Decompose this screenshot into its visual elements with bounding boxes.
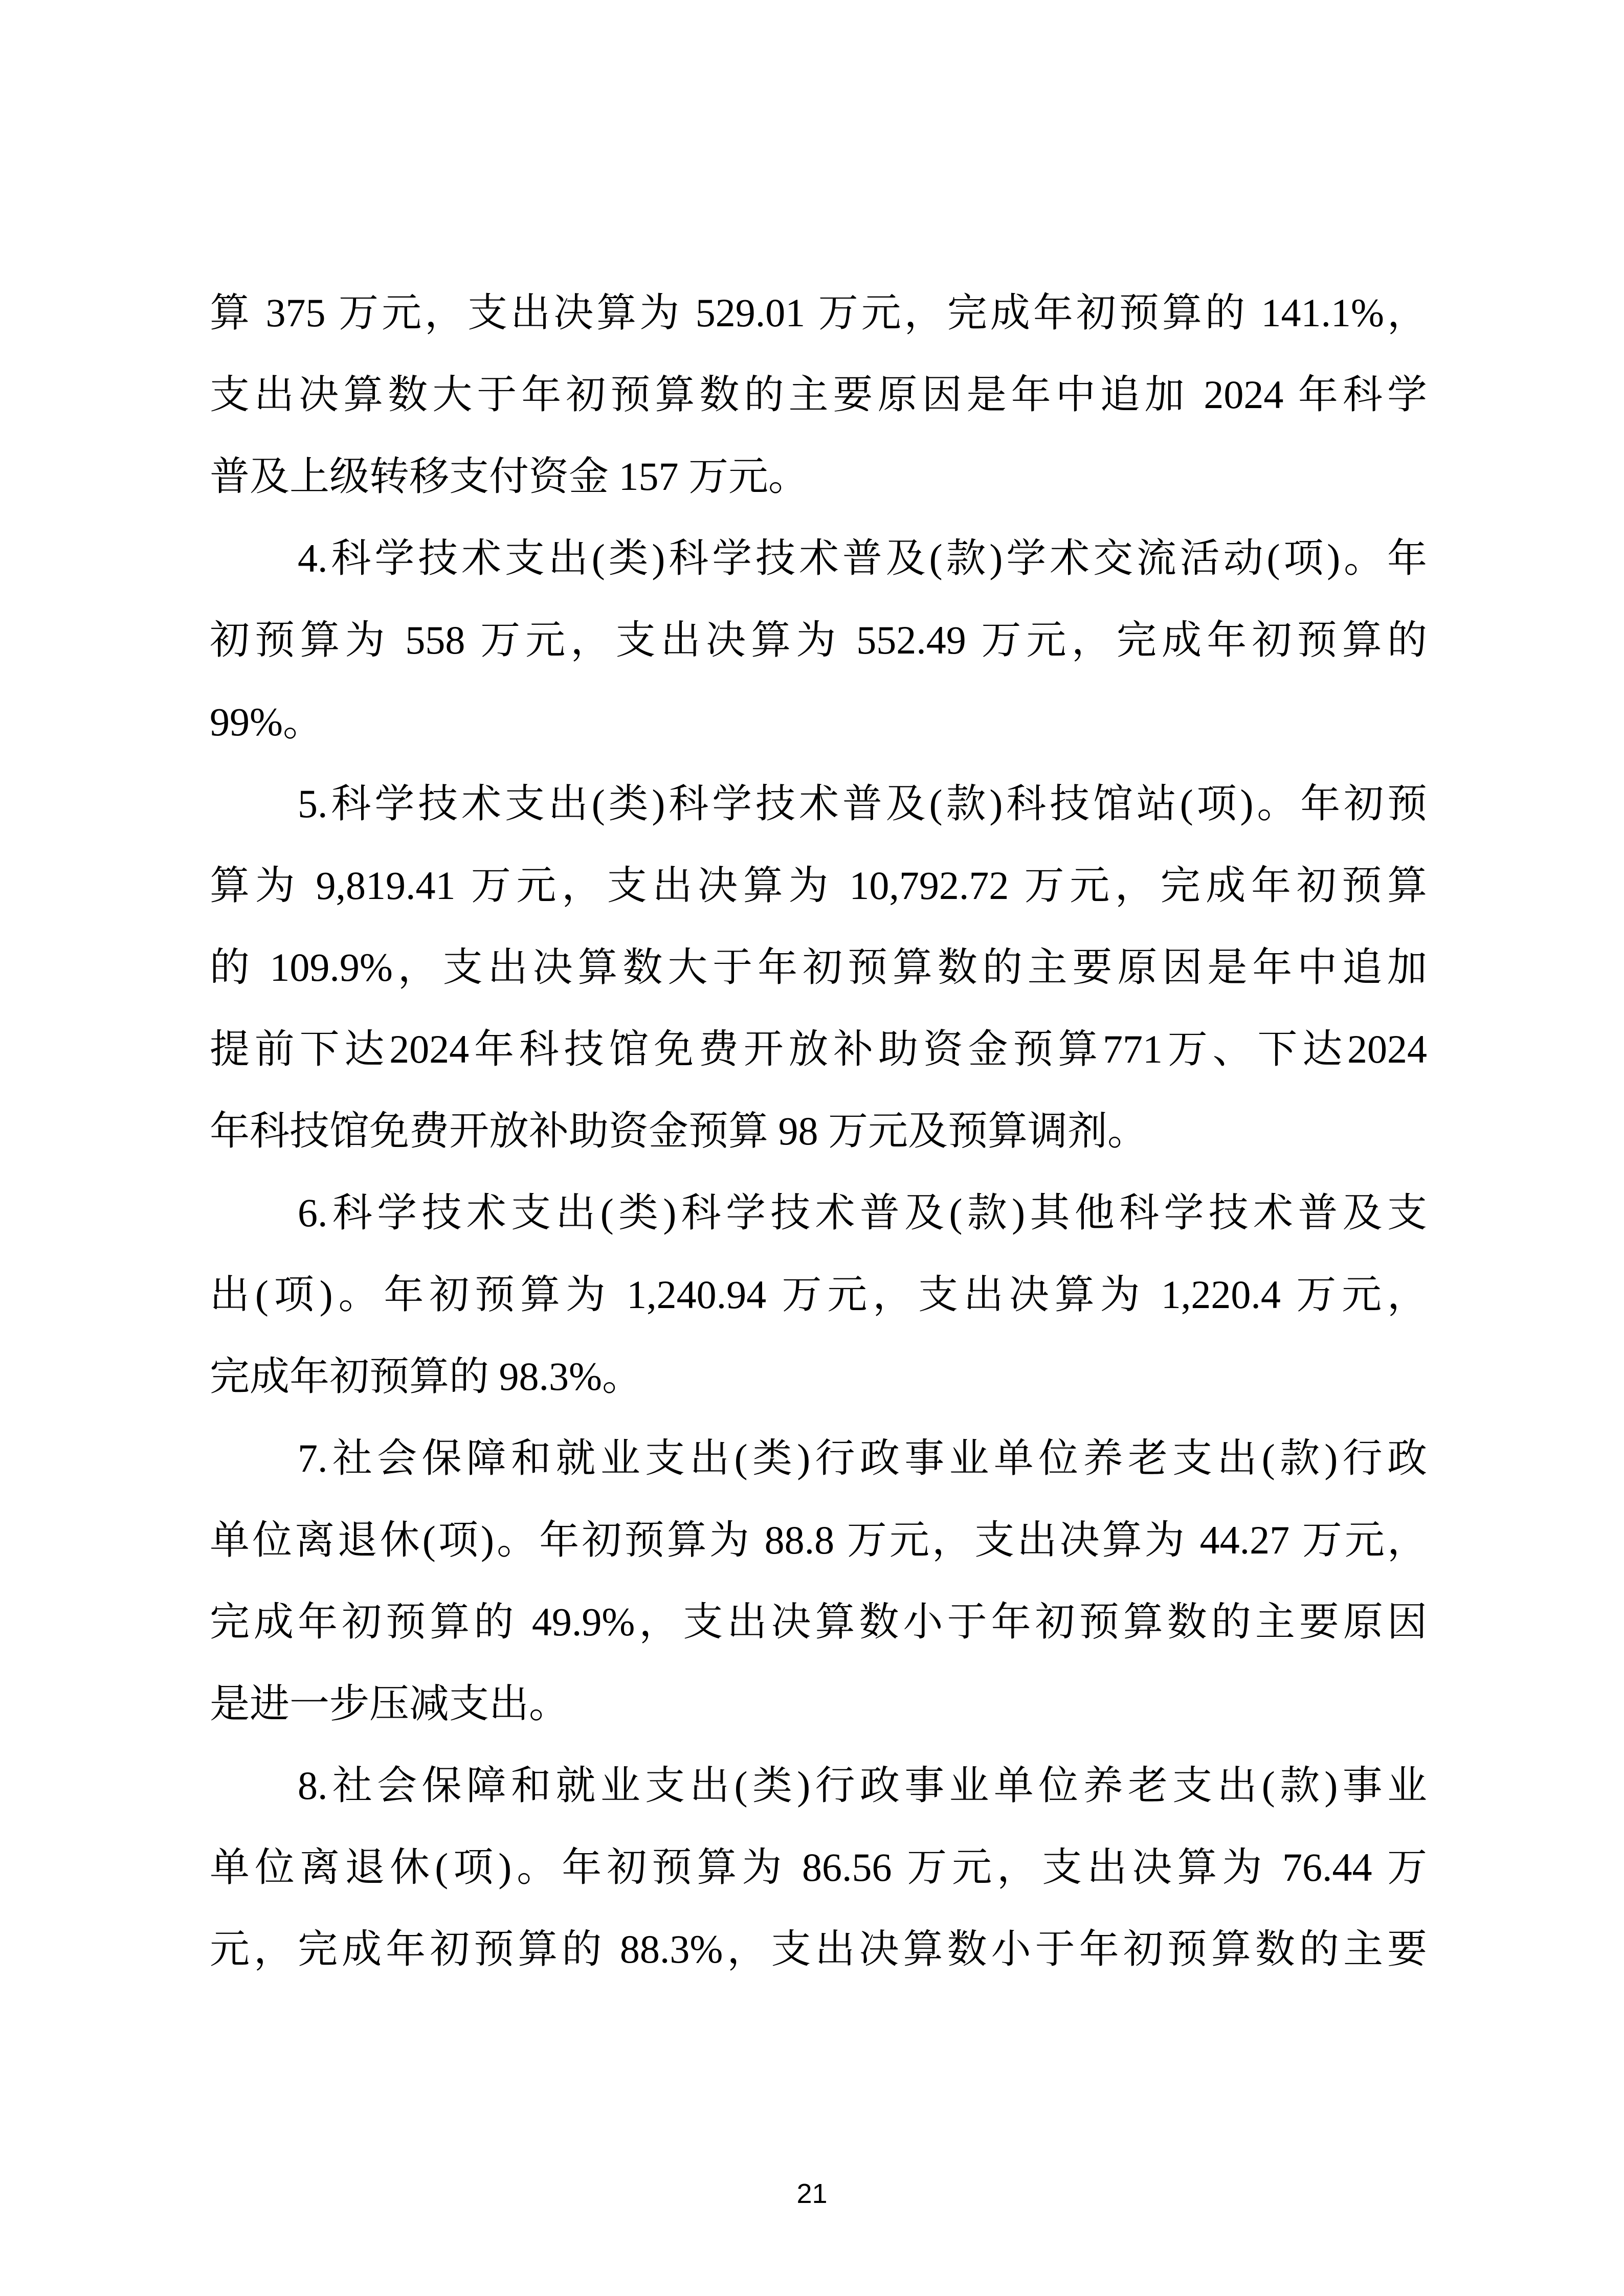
text-line: 6.科学技术支出(类)科学技术普及(款)其他科学技术普及支 [298,1190,1427,1235]
text-line: 初预算为 558 万元，支出决算为 552.49 万元，完成年初预算的 [210,618,1427,662]
text-line: 普及上级转移支付资金 157 万元。 [210,454,809,499]
text-line: 算 375 万元，支出决算为 529.01 万元，完成年初预算的 141.1%， [210,290,1427,335]
text-line: 元，完成年初预算的 88.3%，支出决算数小于年初预算数的主要 [210,1927,1427,1971]
text-line: 提前下达2024年科技馆免费开放补助资金预算771万、下达2024 [210,1027,1427,1071]
text-line: 年科技馆免费开放补助资金预算 98 万元及预算调剂。 [210,1109,1148,1153]
text-line: 完成年初预算的 98.3%。 [210,1354,642,1399]
body-text [210,272,1427,1990]
text-line: 的 109.9%，支出决算数大于年初预算数的主要原因是年中追加 [210,945,1427,989]
text-line: 单位离退休(项)。年初预算为 86.56 万元，支出决算为 76.44 万 [210,1845,1427,1889]
text-line: 8.社会保障和就业支出(类)行政事业单位养老支出(款)事业 [298,1763,1427,1808]
text-line: 出(项)。年初预算为 1,240.94 万元，支出决算为 1,220.4 万元， [210,1272,1427,1317]
text-line: 单位离退休(项)。年初预算为 88.8 万元，支出决算为 44.27 万元， [210,1518,1427,1562]
page-number: 21 [796,2178,828,2209]
text-line: 5.科学技术支出(类)科学技术普及(款)科技馆站(项)。年初预 [298,781,1427,826]
text-line: 是进一步压减支出。 [210,1681,569,1726]
text-line: 支出决算数大于年初预算数的主要原因是年中追加 2024 年科学 [210,372,1427,417]
text-line: 7.社会保障和就业支出(类)行政事业单位养老支出(款)行政 [298,1436,1427,1480]
text-line: 4.科学技术支出(类)科学技术普及(款)学术交流活动(项)。年 [298,536,1427,580]
text-line: 完成年初预算的 49.9%，支出决算数小于年初预算数的主要原因 [210,1600,1427,1644]
text-line: 99%。 [210,700,323,744]
text-line: 算为 9,819.41 万元，支出决算为 10,792.72 万元，完成年初预算 [210,863,1427,908]
